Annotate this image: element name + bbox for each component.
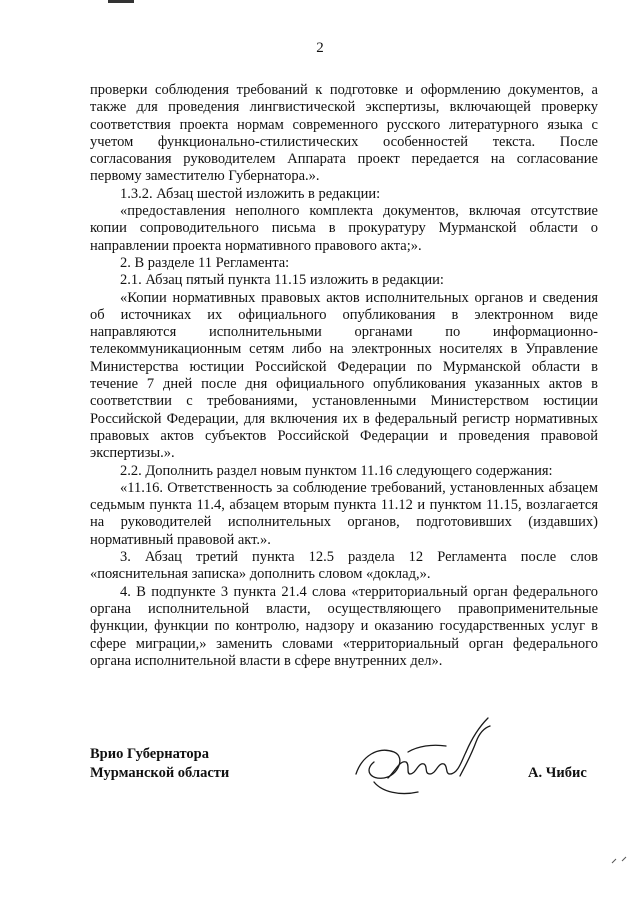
paragraph: «11.16. Ответственность за соблюдение требований, установленных абзацем седьмым пункта 11.4, абзацем вторым пункта 11.12 и пунктом 11.15, возлагается на руководителей исполнительных органов, подготовивших (издавших) нормативный правовой акт.». — [90, 479, 598, 548]
paragraph: «предоставления неполного комплекта документов, включая отсутствие копии сопроводительного письма в прокуратуру Мурманской области о направлении проекта нормативного правового акта;». — [90, 203, 598, 254]
scan-mark — [108, 0, 134, 3]
paragraph: 3. Абзац третий пункта 12.5 раздела 12 Регламента после слов «пояснительная записка» дополнить словом «доклад,». — [90, 549, 598, 583]
paragraph: 2.1. Абзац пятый пункта 11.15 изложить в редакции: — [120, 272, 444, 289]
signatory-title-line: Мурманской области — [90, 765, 230, 781]
document-body — [90, 82, 598, 670]
paragraph: 4. В подпункте 3 пункта 21.4 слова «территориальный орган федерального органа исполнительной власти, осуществляющего правоприменительные функции, функции по контролю, надзору и оказанию государственных услуг в сфере миграции,» заменить словами «территориальный орган федерального органа исполнительной власти в сфере внутренних дел». — [90, 583, 598, 669]
page-number: 2 — [316, 40, 324, 56]
scan-mark — [610, 855, 630, 865]
paragraph: 1.3.2. Абзац шестой изложить в редакции: — [120, 185, 381, 202]
paragraph: «Копии нормативных правовых актов исполнительных органов и сведения об источниках их официального опубликования в электронном виде направляются исполнительными органами по информационно-телекоммуникационным сетям либо на электронных носителях в Управление Министерства юстиции Российской Федерации по Мурманской области в течение 7 дней после дня официального опубликования указанных актов в соответствии с требованиями, установленными Министерством юстиции Российской Федерации, для включения их в федеральный регистр нормативных правовых актов субъектов Российской Федерации и проведения правовой экспертизы.». — [90, 289, 598, 462]
paragraph: проверки соблюдения требований к подготовке и оформлению документов, а также для проведения лингвистической экспертизы, включающей проверку соответствия проекта нормам современного русского литературного языка с учетом функционально-стилистических особенностей текста. После согласования руководителем Аппарата проект передается на согласование первому заместителю Губернатора.». — [90, 82, 598, 185]
handwritten-signature — [348, 712, 508, 804]
signatory-title — [90, 745, 229, 783]
signatory-name: А. Чибис — [528, 765, 587, 781]
signatory-title-line: Врио Губернатора — [90, 746, 209, 762]
paragraph: 2.2. Дополнить раздел новым пунктом 11.16 следующего содержания: — [120, 462, 553, 479]
paragraph: 2. В разделе 11 Регламента: — [120, 254, 290, 271]
